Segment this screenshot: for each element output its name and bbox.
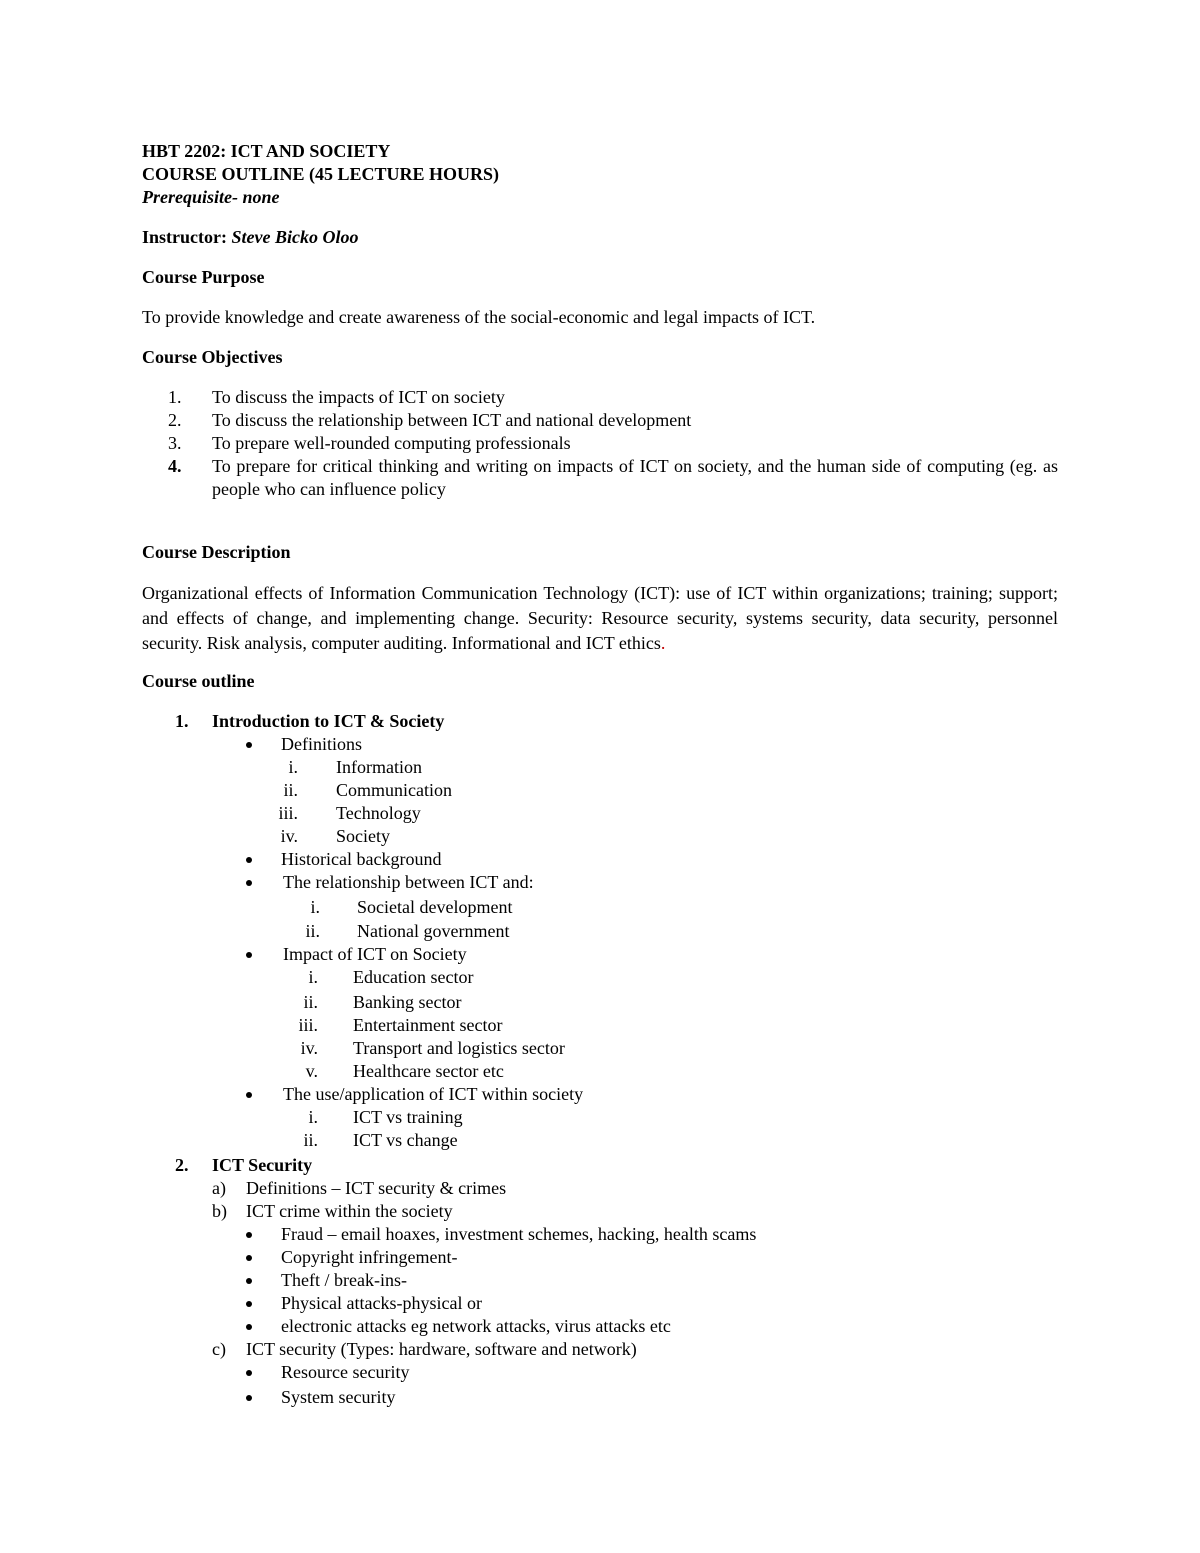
bullet-icon: [246, 1395, 252, 1401]
objective-item: 4. To prepare for critical thinking and writing on impacts of ICT on society, and the human side of computing (eg. as people who can influence policy: [168, 456, 1058, 499]
lettered-item: c) ICT security (Types: hardware, software and network): [212, 1339, 637, 1359]
instructor-label: Instructor:: [142, 227, 227, 247]
bullet-item: The use/application of ICT within society: [142, 1083, 1058, 1106]
outline-title: COURSE OUTLINE (45 LECTURE HOURS): [142, 164, 500, 184]
roman-item: i. Education sector: [308, 967, 474, 987]
roman-item: v. Healthcare sector etc: [305, 1061, 504, 1081]
bullet-item: Theft / break-ins-: [142, 1269, 1058, 1292]
section-title: 1. Introduction to ICT & Society: [175, 711, 445, 731]
bullet-item: The relationship between ICT and:: [142, 871, 1058, 894]
bullet-icon: [246, 742, 252, 748]
roman-item: iii. Technology: [278, 803, 421, 823]
description-trailing-period: .: [660, 633, 666, 653]
roman-item: ii. Communication: [283, 780, 452, 800]
objective-item: 2. To discuss the relationship between ICT and national development: [168, 410, 692, 430]
objectives-heading: Course Objectives: [142, 347, 283, 367]
bullet-item: Definitions: [142, 733, 1058, 756]
roman-item: ii. ICT vs change: [303, 1130, 458, 1150]
bullet-item: Fraud – email hoaxes, investment schemes, hacking, health scams: [142, 1223, 1058, 1246]
instructor-name: Steve Bicko Oloo: [231, 227, 359, 247]
roman-item: ii. National government: [305, 921, 510, 941]
document-header: [142, 140, 1058, 249]
purpose-text: To provide knowledge and create awareness of the social-economic and legal impacts of ICT.: [142, 307, 816, 327]
bullet-item: Copyright infringement-: [142, 1246, 1058, 1269]
objectives-list: [142, 386, 1058, 501]
roman-item: iv. Transport and logistics sector: [300, 1038, 565, 1058]
bullet-icon: [246, 1092, 252, 1098]
section-title: 2. ICT Security: [175, 1155, 313, 1175]
description-heading: Course Description: [142, 542, 291, 562]
bullet-icon: [246, 1232, 252, 1238]
objective-item: 3. To prepare well-rounded computing professionals: [168, 433, 571, 453]
bullet-icon: [246, 1324, 252, 1330]
objective-item: 1. To discuss the impacts of ICT on society: [168, 387, 505, 407]
bullet-icon: [246, 880, 252, 886]
roman-item: iv. Society: [280, 826, 390, 846]
bullet-icon: [246, 1370, 252, 1376]
bullet-icon: [246, 857, 252, 863]
outline-section-1: [142, 710, 1058, 1152]
bullet-icon: [246, 952, 252, 958]
bullet-item: System security: [142, 1386, 1058, 1409]
bullet-item: Impact of ICT on Society: [142, 943, 1058, 966]
bullet-item: Physical attacks-physical or: [142, 1292, 1058, 1315]
outline-heading: Course outline: [142, 671, 255, 691]
bullet-icon: [246, 1278, 252, 1284]
bullet-item: Historical background: [142, 848, 1058, 871]
course-code-title: HBT 2202: ICT AND SOCIETY: [142, 141, 391, 161]
prerequisite: Prerequisite- none: [142, 187, 280, 207]
roman-item: i. Societal development: [310, 897, 513, 917]
bullet-icon: [246, 1301, 252, 1307]
roman-item: iii. Entertainment sector: [298, 1015, 503, 1035]
purpose-heading: Course Purpose: [142, 267, 265, 287]
roman-item: i. Information: [288, 757, 422, 777]
roman-item: ii. Banking sector: [303, 992, 462, 1012]
roman-item: i. ICT vs training: [308, 1107, 463, 1127]
document-page: [142, 140, 1058, 1409]
outline-section-2: [142, 1154, 1058, 1409]
description-text: Organizational effects of Information Communication Technology (ICT): use of ICT within organizations; training; support; and effects of change, and implementing change. Security: Resource security, systems security, data security, personnel security. Risk analysis, computer auditing. Informational and ICT ethics.: [142, 583, 1058, 653]
bullet-item: Resource security: [142, 1361, 1058, 1384]
lettered-item: b) ICT crime within the society: [212, 1201, 453, 1221]
lettered-item: a) Definitions – ICT security & crimes: [212, 1178, 507, 1198]
bullet-item: electronic attacks eg network attacks, virus attacks etc: [142, 1315, 1058, 1338]
instructor-line: [142, 226, 1058, 249]
bullet-icon: [246, 1255, 252, 1261]
